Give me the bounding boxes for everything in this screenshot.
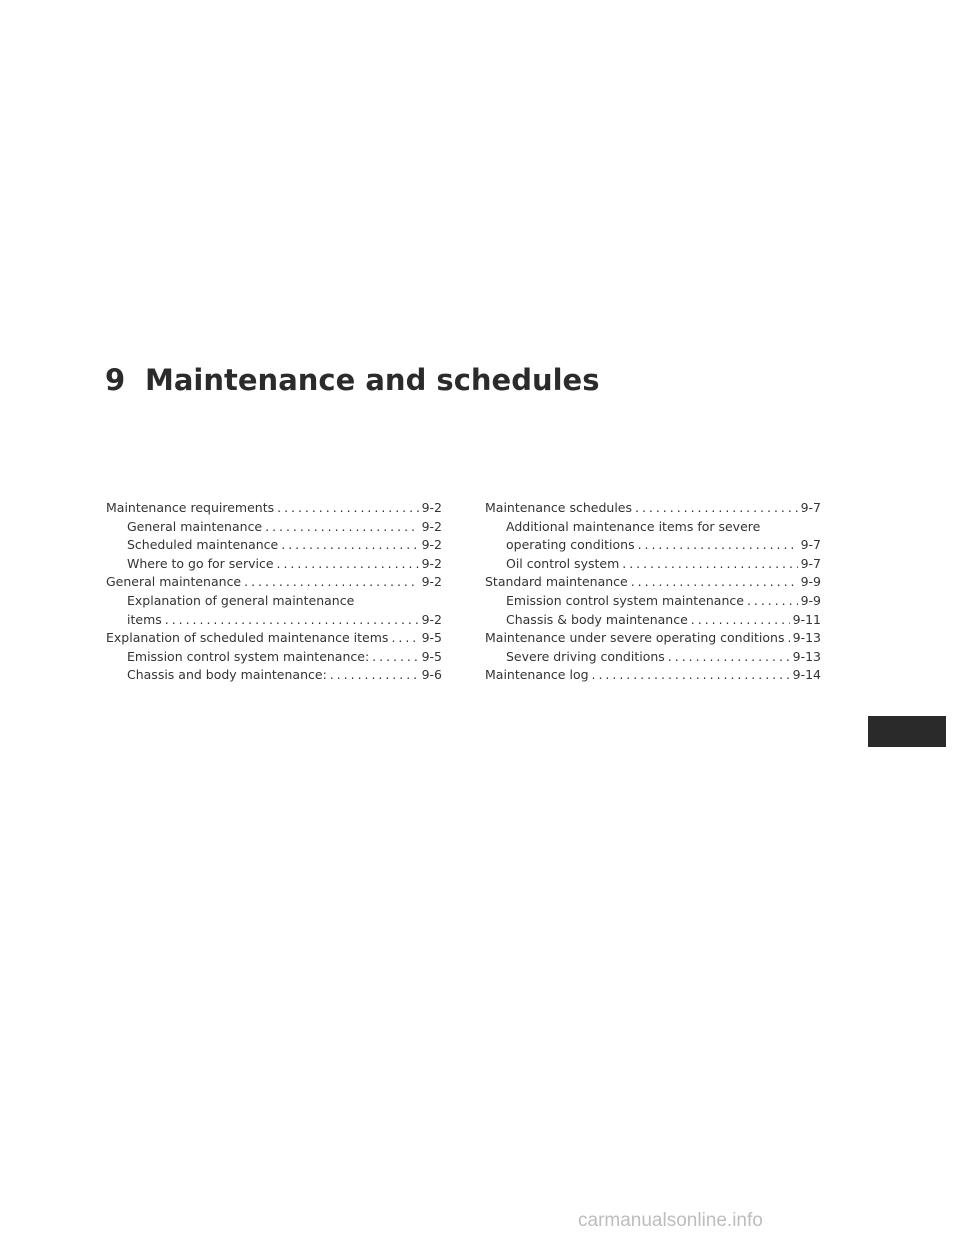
toc-entry-page: 9-2	[421, 537, 442, 553]
toc-entry-label: Chassis and body maintenance:	[127, 667, 327, 683]
toc-entry-page: 9-2	[421, 611, 442, 627]
toc-leader-dots	[622, 555, 797, 574]
toc-entry[interactable]	[106, 518, 442, 537]
toc-entry-page: 9-5	[421, 648, 442, 664]
toc-entry-label: Severe driving conditions	[506, 648, 665, 664]
toc-entry-page: 9-14	[792, 667, 821, 683]
toc-entry-page: 9-7	[800, 555, 821, 571]
toc-entry-label: Maintenance log	[485, 667, 589, 683]
chapter-title	[105, 360, 599, 400]
toc-leader-dots	[165, 611, 419, 630]
toc-entry[interactable]	[485, 629, 821, 648]
toc-entry-page: 9-11	[792, 611, 821, 627]
toc-entry-label: Emission control system maintenance	[506, 592, 744, 608]
toc-entry-label: Explanation of scheduled maintenance items	[106, 630, 389, 646]
toc-leader-dots	[330, 666, 419, 685]
toc-entry[interactable]	[106, 555, 442, 574]
toc-leader-dots	[277, 499, 418, 518]
toc-leader-dots	[265, 518, 418, 537]
toc-entry-label: General maintenance	[106, 574, 242, 590]
toc-entry-page: 9-2	[421, 555, 442, 571]
toc-entry[interactable]	[485, 573, 821, 592]
toc-entry[interactable]	[485, 611, 821, 630]
toc-entry-label: Emission control system maintenance:	[127, 648, 370, 664]
toc-entry-label: Oil control system	[506, 555, 620, 571]
toc-leader-dots	[277, 555, 419, 574]
toc-leader-dots	[635, 499, 798, 518]
toc-entry-label: Maintenance requirements	[106, 500, 275, 515]
toc-entry[interactable]	[106, 611, 442, 630]
toc-entry-page: 9-9	[800, 592, 821, 608]
toc-entry-label: General maintenance	[127, 518, 263, 534]
toc-entry[interactable]	[106, 648, 442, 667]
toc-entry-label-line2: items	[127, 611, 162, 627]
toc-entry[interactable]	[485, 536, 821, 555]
toc-right-column	[485, 499, 821, 685]
toc-entry-label: Where to go for service	[127, 555, 274, 571]
toc-entry-page: 9-2	[421, 500, 442, 515]
toc-entry-label: Maintenance schedules	[485, 500, 633, 515]
toc-leader-dots	[592, 666, 790, 685]
toc-entry[interactable]	[106, 536, 442, 555]
toc-entry-page: 9-2	[421, 574, 442, 590]
toc-entry-page: 9-9	[800, 574, 821, 590]
toc-entry[interactable]	[485, 666, 821, 685]
toc-entry[interactable]	[485, 592, 821, 611]
toc-leader-dots	[244, 573, 418, 592]
toc-entry-page: 9-2	[421, 518, 442, 534]
toc-entry-label-line2: operating conditions	[506, 537, 635, 553]
toc-leader-dots	[631, 573, 798, 592]
toc-entry-label-line1[interactable]: Explanation of general maintenance	[127, 592, 355, 608]
watermark-text: carmanualsonline.info	[578, 1210, 763, 1231]
toc-left-column	[106, 499, 442, 685]
toc-entry[interactable]	[106, 629, 442, 648]
toc-entry[interactable]	[106, 666, 442, 685]
toc-entry[interactable]	[106, 499, 442, 518]
toc-entry-page: 9-6	[421, 667, 442, 683]
toc-entry-page: 9-7	[800, 537, 821, 553]
toc-entry-page: 9-5	[421, 630, 442, 646]
toc-leader-dots	[668, 648, 790, 667]
toc-entry[interactable]	[485, 499, 821, 518]
toc-entry[interactable]	[485, 555, 821, 574]
toc-entry-label: Standard maintenance	[485, 574, 628, 590]
toc-entry-label: Chassis & body maintenance	[506, 611, 688, 627]
toc-leader-dots	[691, 611, 790, 630]
toc-leader-dots	[747, 592, 798, 611]
toc-entry[interactable]	[106, 573, 442, 592]
toc-entry-label: Scheduled maintenance	[127, 537, 279, 553]
toc-leader-dots	[787, 629, 789, 648]
chapter-tab-marker	[868, 716, 946, 747]
toc-leader-dots	[372, 648, 418, 667]
chapter-number: 9	[105, 363, 126, 397]
chapter-title-text: Maintenance and schedules	[145, 363, 600, 397]
toc-entry-page: 9-13	[792, 648, 821, 664]
toc-leader-dots	[391, 629, 418, 648]
toc-entry[interactable]	[485, 648, 821, 667]
toc-entry-label-line1[interactable]: Additional maintenance items for severe	[506, 518, 761, 534]
toc-entry-label: Maintenance under severe operating conditions	[485, 630, 785, 646]
toc-entry-page: 9-7	[800, 500, 821, 515]
toc-entry-page: 9-13	[792, 630, 821, 646]
toc-leader-dots	[638, 536, 798, 555]
toc-leader-dots	[281, 536, 418, 555]
